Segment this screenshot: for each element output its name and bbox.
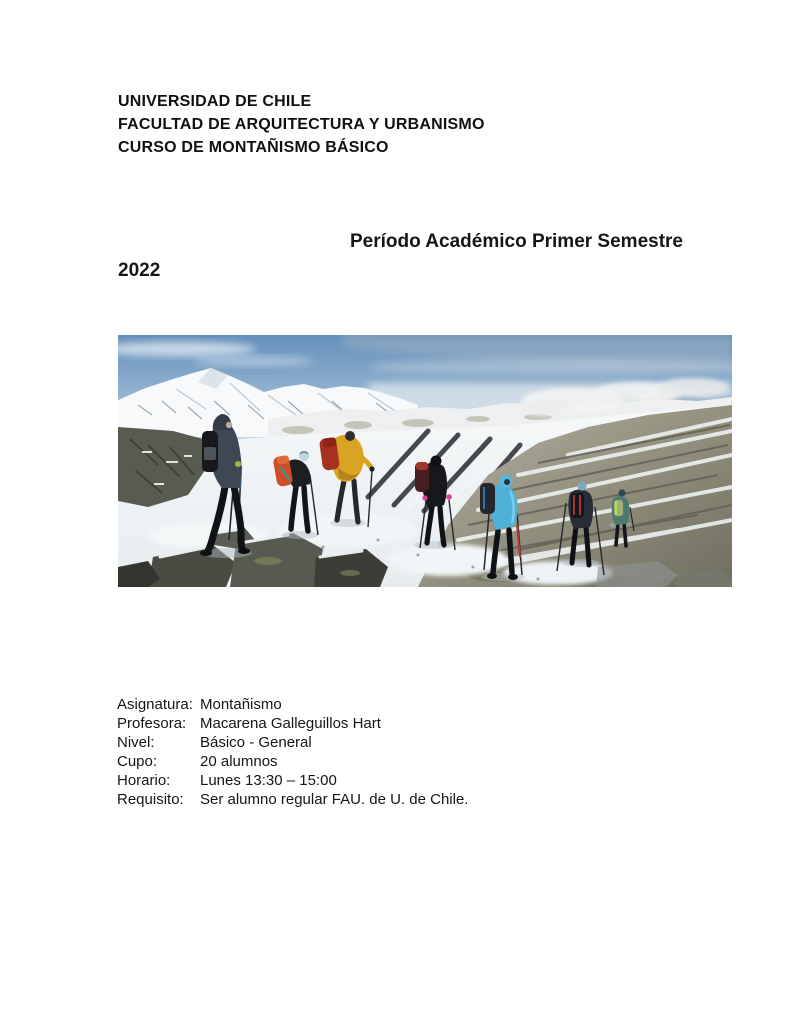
- detail-label: Horario:: [117, 772, 171, 789]
- mountain-photo-illustration: [118, 335, 732, 587]
- header-line-university: UNIVERSIDAD DE CHILE: [118, 93, 312, 110]
- detail-label: Asignatura:: [117, 696, 193, 713]
- course-photo: [118, 335, 732, 587]
- detail-row-horario: [117, 771, 468, 790]
- detail-value: Montañismo: [200, 696, 282, 713]
- detail-row-requisito: [117, 790, 468, 809]
- header-line-faculty: FACULTAD DE ARQUITECTURA Y URBANISMO: [118, 116, 485, 133]
- detail-row-profesora: [117, 714, 468, 733]
- detail-row-cupo: [117, 752, 468, 771]
- detail-label: Profesora:: [117, 715, 187, 732]
- detail-value: Macarena Galleguillos Hart: [200, 715, 381, 732]
- header-line-course: CURSO DE MONTAÑISMO BÁSICO: [118, 139, 389, 156]
- detail-label: Cupo:: [117, 753, 158, 770]
- cloud-wisp-left-2: [193, 356, 313, 366]
- detail-row-nivel: [117, 733, 468, 752]
- detail-label: Nivel:: [117, 734, 155, 751]
- detail-value: Básico - General: [200, 734, 312, 751]
- detail-value: 20 alumnos: [200, 753, 278, 770]
- period-year: 2022: [118, 260, 161, 281]
- course-details: [117, 695, 468, 809]
- detail-value: Lunes 13:30 – 15:00: [200, 772, 337, 789]
- detail-row-asignatura: [117, 695, 468, 714]
- detail-value: Ser alumno regular FAU. de U. de Chile.: [200, 791, 469, 808]
- document-header: [118, 90, 485, 159]
- detail-label: Requisito:: [117, 791, 184, 808]
- period-title: Período Académico Primer Semestre: [350, 231, 683, 252]
